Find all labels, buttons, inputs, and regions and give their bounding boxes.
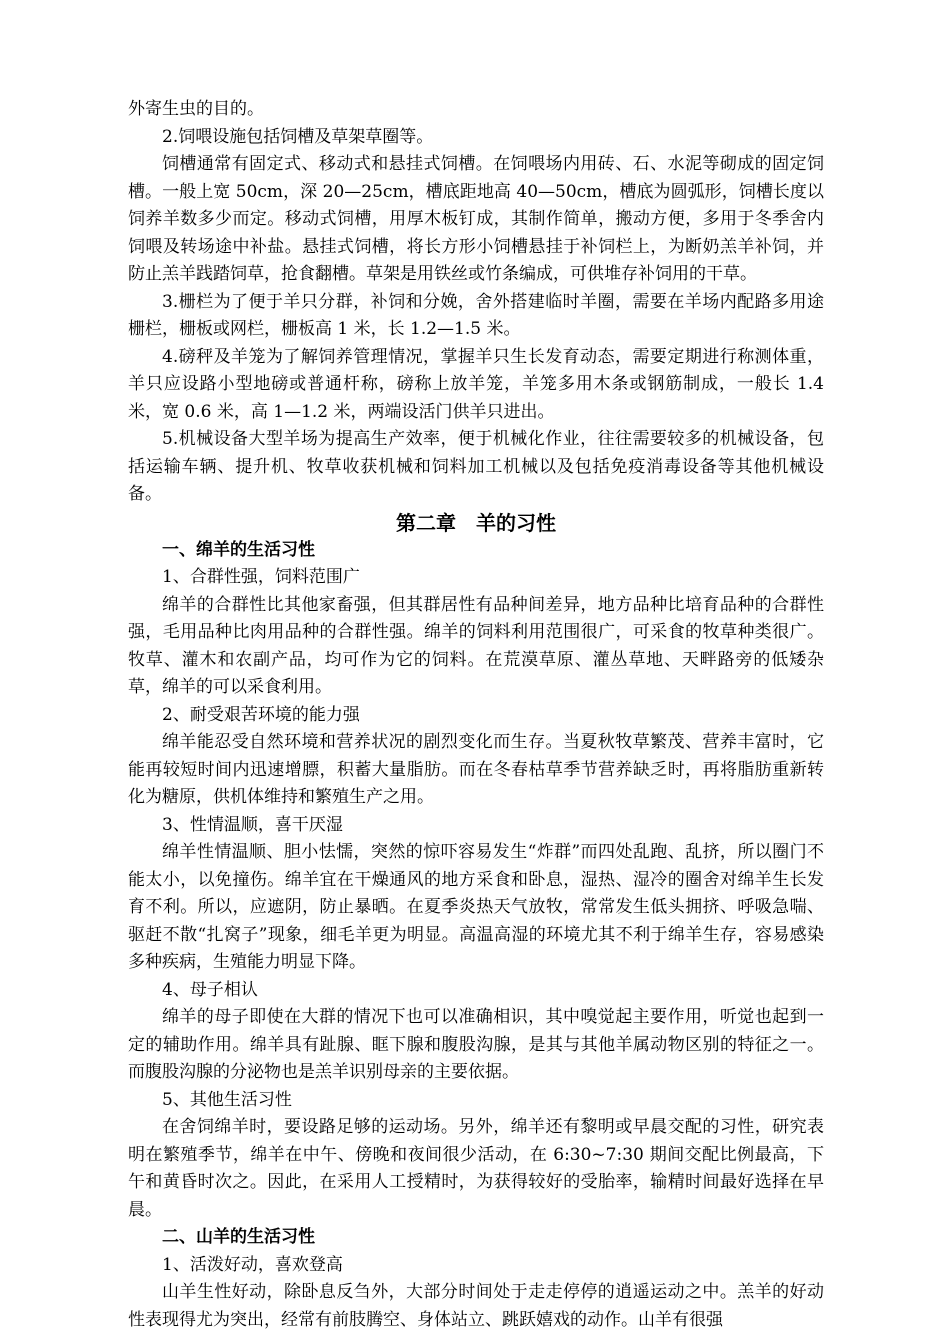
paragraph: 4、母子相认 [162,979,258,1000]
paragraph: 5、其他生活习性 [162,1089,292,1110]
paragraph: 5.机械设备大型羊场为提高生产效率，便于机械化作业，往往需要较多的机械设备，包括运输车辆、提升机、牧草收获机械和饲料加工机械以及包括免疫消毒设备等其他机械设备。 [128,429,824,504]
paragraph: 绵羊的母子即使在大群的情况下也可以准确相识，其中嗅觉起主要作用，听觉也起到一定的辅助作用。绵羊具有趾腺、眶下腺和腹股沟腺，是其与其他羊属动物区别的特征之一。而腹股沟腺的分泌物也是羔羊识别母亲的主要依据。 [128,1007,824,1082]
paragraph: 3、性情温顺，喜干厌湿 [162,814,343,835]
paragraph: 绵羊性情温顺、胆小怯懦，突然的惊吓容易发生“炸群”而四处乱跑、乱挤，所以圈门不能太小，以免撞伤。绵羊宜在干燥通风的地方采食和卧息，湿热、湿冷的圈舍对绵羊生长发育不利。所以，应遮阴，防止暴晒。在夏季炎热天气放牧，常常发生低头拥挤、呼吸急喘、驱赶不散“扎窝子”现象，细毛羊更为明显。高温高湿的环境尤其不利于绵羊生存，容易感染多种疾病，生殖能力明显下降。 [128,842,824,972]
paragraph-continuation: 外寄生虫的目的。 [128,99,264,119]
paragraph: 2.饲喂设施包括饲槽及草架草圈等。 [162,126,434,147]
paragraph: 饲槽通常有固定式、移动式和悬挂式饲槽。在饲喂场内用砖、石、水泥等砌成的固定饲槽。一般上宽 50cm，深 20—25cm，槽底距地高 40—50cm，槽底为圆弧形，饲槽长度以饲养羊数多少而定。移动式饲槽，用厚木板钉成，其制作简单，搬动方便，多用于冬季舍内饲喂及转场途中补盐。悬挂式饲槽，将长方形小饲槽悬挂于补饲栏上，为断奶羔羊补饲，并防止羔羊践踏饲草，抢食翻槽。草架是用铁丝或竹条编成，可供堆存补饲用的干草。 [128,154,824,284]
paragraph: 4.磅秤及羊笼为了解饲养管理情况，掌握羊只生长发育动态，需要定期进行称测体重，羊只应设路小型地磅或普通杆称，磅称上放羊笼，羊笼多用木条或钢筋制成，一般长 1.4 米，宽 0.6 米，高 1—1.2 米，两端设活门供羊只进出。 [128,346,824,422]
paragraph: 绵羊能忍受自然环境和营养状况的剧烈变化而生存。当夏秋牧草繁茂、营养丰富时，它能再较短时间内迅速增膘，积蓄大量脂肪。而在冬春枯草季节营养缺乏时，再将脂肪重新转化为糖原，供机体维持和繁殖生产之用。 [128,732,824,807]
document-body [128,96,824,1334]
paragraph: 1、活泼好动，喜欢登高 [162,1254,343,1275]
paragraph: 1、合群性强，饲料范围广 [162,567,360,587]
paragraph: 山羊生性好动，除卧息反刍外，大部分时间处于走走停停的逍遥运动之中。羔羊的好动性表现得尤为突出，经常有前肢腾空、身体站立、跳跃嬉戏的动作。山羊有很强 [128,1282,824,1330]
chapter-title: 第二章 羊的习性 [396,510,556,535]
paragraph: 绵羊的合群性比其他家畜强，但其群居性有品种间差异，地方品种比培育品种的合群性强，毛用品种比肉用品种的合群性强。绵羊的饲料利用范围很广，可采食的牧草种类很广。牧草、灌木和农副产品，均可作为它的饲料。在荒漠草原、灌丛草地、天畔路旁的低矮杂草，绵羊的可以采食利用。 [128,594,824,697]
paragraph: 在舍饲绵羊时，要设路足够的运动场。另外，绵羊还有黎明或早晨交配的习性，研究表明在繁殖季节，绵羊在中午、傍晚和夜间很少活动，在 6:30~7:30 期间交配比例最高，下午和黄昏时次之。因此，在采用人工授精时，为获得较好的受胎率，输精时间最好选择在早晨。 [128,1117,824,1220]
paragraph: 3.栅栏为了便于羊只分群，补饲和分娩，舍外搭建临时羊圈，需要在羊场内配路多用途栅栏，栅板或网栏，栅板高 1 米，长 1.2—1.5 米。 [128,291,824,339]
section-heading: 一、绵羊的生活习性 [162,539,315,560]
paragraph: 2、耐受艰苦环境的能力强 [162,704,360,725]
section-heading: 二、山羊的生活习性 [162,1227,315,1247]
